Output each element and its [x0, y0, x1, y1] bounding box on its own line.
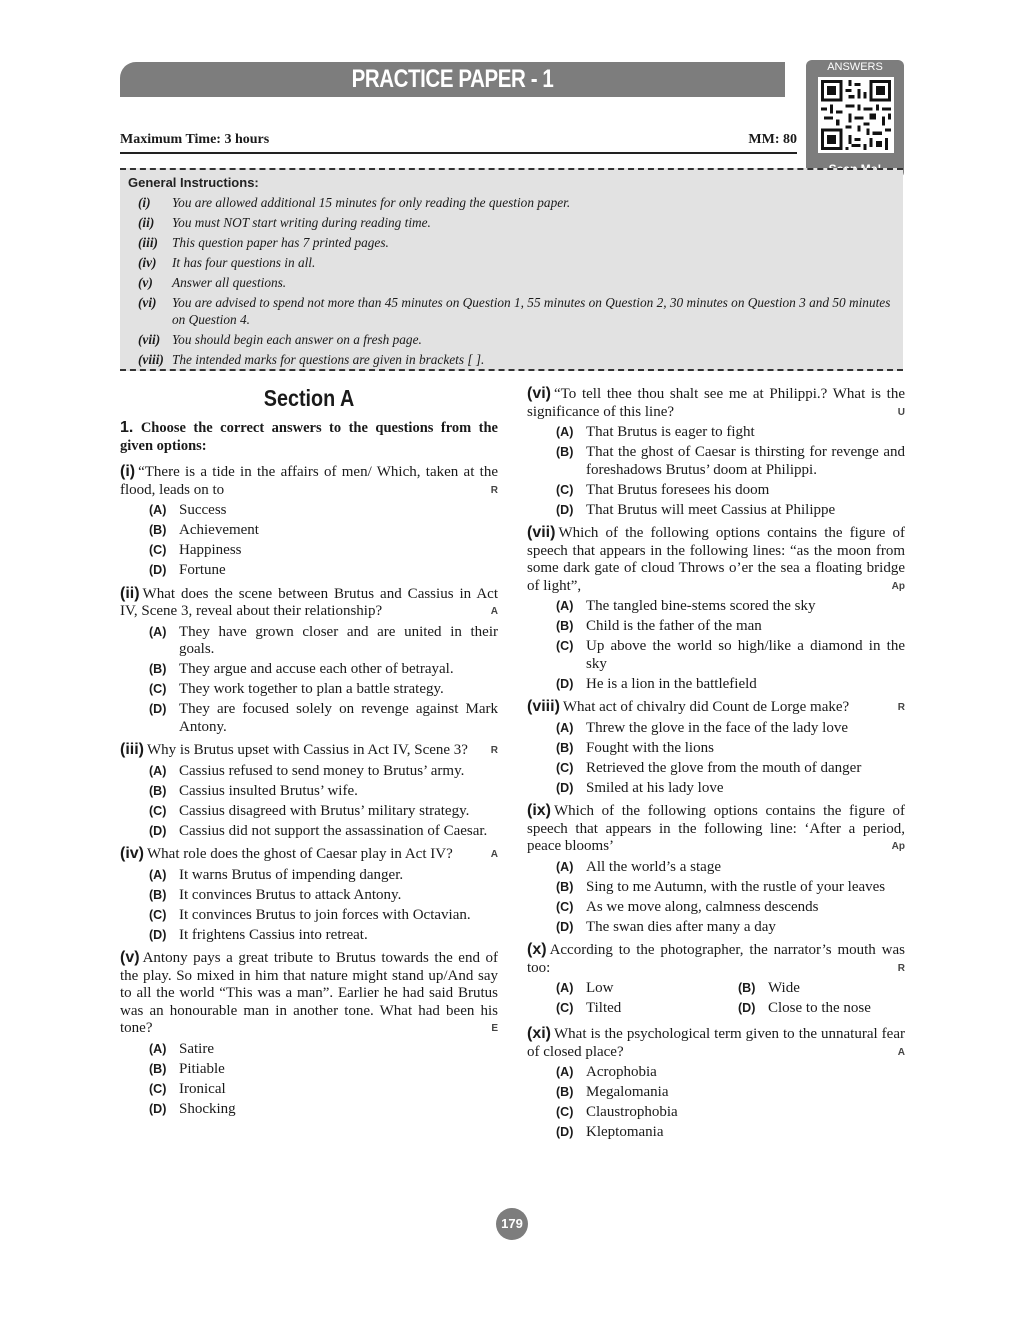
- option-letter: (A): [556, 981, 574, 995]
- cognitive-level-tag: R: [897, 962, 905, 974]
- question-block: [527, 802, 905, 936]
- paper-title: PRACTICE PAPER - 1: [351, 65, 554, 93]
- option-letter: (A): [556, 1065, 574, 1079]
- question-text-block: [120, 585, 498, 621]
- option-letter: (C): [556, 1001, 574, 1015]
- question-text: Which of the following options contains the figure of speech that appears in the following line: ‘After a period, peace blooms’: [527, 803, 905, 854]
- question-text-block: [527, 385, 905, 421]
- option-letter: (B): [556, 445, 574, 459]
- question-number: (xi): [527, 1025, 551, 1042]
- option-letter: (C): [556, 760, 574, 775]
- option-text: It convinces Brutus to join forces with Octavian.: [179, 906, 471, 923]
- question-block: [120, 949, 498, 1118]
- option-text: As we move along, calmness descends: [586, 898, 819, 915]
- option-text: That Brutus will meet Cassius at Philippe: [586, 501, 836, 518]
- question-number: (iii): [120, 741, 144, 758]
- general-instructions: [120, 168, 903, 371]
- question-text-block: [527, 1025, 905, 1061]
- cognitive-level-tag: E: [491, 1023, 498, 1034]
- answer-option[interactable]: [149, 1061, 498, 1079]
- option-letter: (D): [149, 563, 167, 577]
- answer-option[interactable]: [556, 980, 738, 998]
- option-text: Up above the world so high/like a diamond in the sky: [586, 638, 905, 672]
- answer-option[interactable]: [556, 1104, 905, 1122]
- option-letter: (D): [149, 823, 167, 838]
- option-letter: (C): [149, 682, 167, 696]
- question-number: (ix): [527, 802, 551, 819]
- instruction-item: [138, 351, 900, 368]
- option-letter: (A): [556, 859, 574, 874]
- option-text: All the world’s a stage: [586, 858, 721, 875]
- option-text: Retrieved the glove from the mouth of danger: [586, 759, 862, 776]
- option-letter: (D): [149, 927, 167, 942]
- option-letter: (C): [149, 907, 167, 922]
- answer-option[interactable]: [149, 907, 498, 925]
- cognitive-level-tag: A: [490, 849, 498, 860]
- answer-option[interactable]: [556, 618, 905, 636]
- answer-option[interactable]: [556, 760, 905, 778]
- option-text: Tilted: [586, 1000, 622, 1016]
- question-number: (vii): [527, 524, 556, 541]
- instruction-text: You should begin each answer on a fresh page.: [172, 332, 422, 347]
- option-text: Smiled at his lady love: [586, 779, 724, 796]
- option-text: They work together to plan a battle strategy.: [179, 681, 444, 697]
- question-text: Why is Brutus upset with Cassius in Act IV, Scene 3?: [147, 742, 468, 758]
- option-text: Close to the nose: [768, 1000, 871, 1016]
- instruction-number: (iii): [138, 235, 158, 250]
- options-list: [149, 624, 498, 737]
- answers-qr-box[interactable]: [806, 60, 904, 178]
- question-1-heading: [120, 419, 498, 455]
- option-letter: (A): [556, 425, 574, 439]
- question-text-block: [120, 845, 498, 864]
- options-list: [556, 980, 905, 1020]
- question-number: (i): [120, 463, 136, 480]
- option-letter: (D): [556, 919, 574, 934]
- answer-option[interactable]: [556, 780, 905, 798]
- option-letter: (D): [556, 502, 574, 517]
- question-text: According to the photographer, the narrator’s mouth was too:: [527, 942, 905, 976]
- instruction-number: (vi): [138, 295, 157, 310]
- options-list: [149, 1041, 498, 1119]
- option-letter: (B): [738, 981, 756, 995]
- cognitive-level-tag: Ap: [891, 580, 905, 592]
- answer-option[interactable]: [556, 1000, 738, 1018]
- option-letter: (D): [738, 1001, 756, 1015]
- options-list: [556, 1064, 905, 1142]
- question-text: Antony pays a great tribute to Brutus towards the end of the play. So mixed in him that nature might stand up/And say to all the world “This was a man”. Earlier he had said Brutus was an honourable man in another tone. What had been his tone?: [120, 950, 498, 1036]
- instruction-number: (viii): [138, 352, 164, 367]
- question-block: [527, 698, 905, 797]
- cognitive-level-tag: A: [897, 1046, 905, 1058]
- instruction-text: You are advised to spend not more than 45 minutes on Question 1, 55 minutes on Question 2, 30 minutes on Question 3 and 50 minutes on Question 4.: [172, 295, 891, 327]
- question-text: What is the psychological term given to the unnatural fear of closed place?: [527, 1026, 905, 1060]
- option-text: He is a lion in the battlefield: [586, 675, 757, 692]
- max-time: Maximum Time: 3 hours: [120, 132, 270, 147]
- instruction-item: [138, 214, 900, 231]
- option-letter: (C): [556, 1105, 574, 1119]
- option-text: They have grown closer and are united in their goals.: [179, 623, 498, 657]
- option-letter: (C): [149, 1081, 167, 1096]
- instruction-text: The intended marks for questions are given in brackets [ ].: [172, 352, 485, 367]
- option-letter: (C): [556, 639, 574, 653]
- paper-meta: [120, 132, 797, 154]
- section-title: Section A: [263, 385, 355, 411]
- cognitive-level-tag: R: [490, 484, 498, 496]
- instruction-number: (i): [138, 195, 151, 210]
- qr-top-label: ANSWERS: [827, 61, 883, 73]
- option-text: Fought with the lions: [586, 739, 714, 756]
- answer-option[interactable]: [149, 783, 498, 801]
- option-letter: (B): [149, 887, 167, 902]
- answer-option[interactable]: [556, 879, 905, 897]
- question-block: [120, 741, 498, 840]
- question-text: Which of the following options contains the figure of speech that appears in the following lines: “as the moon from some dark gate of cloud Throws o’er the sea a floating bridge of light”,: [527, 525, 905, 594]
- question-block: [120, 463, 498, 580]
- option-letter: (A): [149, 624, 167, 639]
- options-list: [149, 763, 498, 841]
- option-letter: (B): [149, 1061, 167, 1076]
- instructions-list: [138, 194, 900, 371]
- question-block: [527, 524, 905, 693]
- question-text: What act of chivalry did Count de Lorge make?: [562, 699, 850, 715]
- answer-option[interactable]: [556, 598, 905, 616]
- answer-option[interactable]: [556, 1084, 905, 1102]
- option-text: It convinces Brutus to attack Antony.: [179, 886, 402, 903]
- option-letter: (B): [149, 783, 167, 798]
- question-text: What role does the ghost of Caesar play in Act IV?: [147, 846, 453, 862]
- answer-option[interactable]: [149, 763, 498, 781]
- options-list: [149, 867, 498, 945]
- answer-option[interactable]: [556, 676, 905, 694]
- qr-code-icon: [818, 77, 894, 153]
- answer-option[interactable]: [556, 1064, 905, 1082]
- option-text: That the ghost of Caesar is thirsting for revenge and foreshadows Brutus’ doom at Philippi.: [586, 444, 905, 478]
- option-letter: (C): [556, 482, 574, 497]
- answer-option[interactable]: [149, 823, 498, 841]
- cognitive-level-tag: U: [897, 406, 905, 418]
- option-letter: (D): [556, 780, 574, 795]
- question-text-block: [120, 463, 498, 499]
- cognitive-level-tag: R: [490, 745, 498, 756]
- answer-option[interactable]: [738, 1000, 908, 1018]
- cognitive-level-tag: R: [897, 702, 905, 713]
- option-text: Kleptomania: [586, 1124, 664, 1140]
- option-letter: (B): [556, 879, 574, 894]
- answer-option[interactable]: [149, 887, 498, 905]
- instruction-item: [138, 254, 900, 271]
- option-letter: (B): [556, 740, 574, 755]
- option-text: They argue and accuse each other of betrayal.: [179, 661, 454, 677]
- option-text: Happiness: [179, 542, 242, 558]
- cognitive-level-tag: A: [490, 606, 498, 617]
- question-block: [527, 941, 905, 1020]
- title-banner: [120, 62, 785, 97]
- instruction-item: [138, 234, 900, 251]
- answer-option[interactable]: [149, 1081, 498, 1099]
- question-block: [120, 845, 498, 944]
- question-number: (iv): [120, 845, 144, 862]
- instruction-number: (ii): [138, 215, 155, 230]
- option-text: The swan dies after many a day: [586, 918, 776, 935]
- answer-option[interactable]: [556, 502, 905, 520]
- instruction-number: (v): [138, 275, 153, 290]
- question-text-block: [527, 802, 905, 856]
- option-letter: (A): [556, 599, 574, 613]
- question-text: “There is a tide in the affairs of men/ Which, taken at the flood, leads on to: [120, 464, 498, 498]
- option-letter: (D): [149, 1101, 167, 1116]
- option-text: Acrophobia: [586, 1064, 657, 1080]
- option-letter: (B): [149, 523, 167, 537]
- answer-option[interactable]: [556, 482, 905, 500]
- question-text: What does the scene between Brutus and Cassius in Act IV, Scene 3, reveal about their relationship?: [120, 585, 498, 619]
- question-text: “To tell thee thou shalt see me at Philippi.? What is the significance of this line?: [527, 386, 905, 420]
- answer-option[interactable]: [149, 681, 498, 699]
- instruction-number: (vii): [138, 332, 161, 347]
- option-letter: (A): [149, 1041, 167, 1056]
- page-number: 179: [496, 1208, 528, 1240]
- answer-option[interactable]: [556, 899, 905, 917]
- answer-option[interactable]: [149, 542, 498, 560]
- instruction-item: [138, 331, 900, 348]
- option-letter: (D): [556, 676, 574, 691]
- instructions-heading: General Instructions:: [128, 175, 259, 190]
- left-questions: [120, 463, 498, 1118]
- answer-option[interactable]: [556, 919, 905, 937]
- option-letter: (B): [556, 1085, 574, 1099]
- answer-option[interactable]: [149, 803, 498, 821]
- instruction-item: [138, 274, 900, 291]
- answer-option[interactable]: [738, 980, 908, 998]
- option-text: Pitiable: [179, 1060, 225, 1077]
- option-text: They are focused solely on revenge against Mark Antony.: [179, 701, 498, 735]
- options-list: [556, 859, 905, 937]
- instruction-item: [138, 294, 900, 328]
- question-text-block: [527, 524, 905, 595]
- option-letter: (D): [556, 1125, 574, 1139]
- option-text: Satire: [179, 1040, 214, 1057]
- max-marks: MM: 80: [748, 132, 797, 147]
- answer-option[interactable]: [149, 661, 498, 679]
- question-number: (v): [120, 949, 140, 966]
- question-text-block: [120, 949, 498, 1038]
- answer-option[interactable]: [149, 562, 498, 580]
- cognitive-level-tag: Ap: [891, 841, 905, 852]
- instruction-text: You must NOT start writing during reading time.: [172, 215, 431, 230]
- option-letter: (A): [149, 503, 167, 517]
- answer-option[interactable]: [149, 1101, 498, 1119]
- instruction-item: [138, 194, 900, 211]
- option-text: Cassius insulted Brutus’ wife.: [179, 782, 358, 799]
- option-text: It frightens Cassius into retreat.: [179, 926, 368, 943]
- option-letter: (A): [149, 763, 167, 778]
- answer-option[interactable]: [149, 867, 498, 885]
- option-text: The tangled bine-stems scored the sky: [586, 598, 816, 614]
- option-text: Child is the father of the man: [586, 618, 762, 634]
- option-letter: (A): [149, 867, 167, 882]
- question-1-text: Choose the correct answers to the questions from the given options:: [120, 420, 498, 454]
- answer-option[interactable]: [556, 859, 905, 877]
- answer-option[interactable]: [556, 1124, 905, 1142]
- question-text-block: [527, 698, 905, 717]
- option-letter: (B): [556, 619, 574, 633]
- option-text: Achievement: [179, 522, 259, 538]
- option-letter: (C): [556, 899, 574, 914]
- option-text: Cassius did not support the assassination of Caesar.: [179, 822, 488, 839]
- answer-option[interactable]: [556, 740, 905, 758]
- question-block: [120, 585, 498, 737]
- option-letter: (D): [149, 702, 167, 716]
- options-list: [556, 720, 905, 798]
- option-text: Cassius refused to send money to Brutus’ army.: [179, 762, 465, 779]
- instruction-text: You are allowed additional 15 minutes for only reading the question paper.: [172, 195, 571, 210]
- question-1-number: 1.: [120, 419, 134, 436]
- answer-option[interactable]: [149, 701, 498, 736]
- option-letter: (C): [149, 803, 167, 818]
- option-text: Threw the glove in the face of the lady love: [586, 719, 848, 736]
- right-questions: [527, 385, 905, 1142]
- option-text: Sing to me Autumn, with the rustle of your leaves: [586, 878, 886, 895]
- answer-option[interactable]: [556, 444, 905, 479]
- instruction-text: It has four questions in all.: [172, 255, 316, 270]
- answer-option[interactable]: [149, 1041, 498, 1059]
- option-text: That Brutus is eager to fight: [586, 424, 755, 440]
- answer-option[interactable]: [556, 720, 905, 738]
- option-text: Cassius disagreed with Brutus’ military strategy.: [179, 802, 470, 819]
- instruction-text: Answer all questions.: [172, 275, 287, 290]
- answer-option[interactable]: [149, 624, 498, 659]
- question-number: (viii): [527, 698, 560, 715]
- option-text: Wide: [768, 980, 800, 996]
- question-number: (ii): [120, 584, 140, 602]
- options-list: [556, 424, 905, 519]
- option-text: Low: [586, 980, 614, 996]
- options-list: [556, 598, 905, 693]
- option-letter: (A): [556, 720, 574, 735]
- answer-option[interactable]: [556, 638, 905, 673]
- question-text-block: [527, 941, 905, 977]
- column-right: [527, 385, 905, 1147]
- answer-option[interactable]: [149, 502, 498, 520]
- column-left: [120, 385, 498, 1123]
- option-text: Claustrophobia: [586, 1104, 678, 1120]
- question-number: (vi): [527, 385, 551, 402]
- option-letter: (C): [149, 543, 167, 557]
- question-block: [527, 1025, 905, 1142]
- option-text: Fortune: [179, 562, 226, 578]
- option-text: Ironical: [179, 1080, 226, 1097]
- answer-option[interactable]: [149, 927, 498, 945]
- answer-option[interactable]: [556, 424, 905, 442]
- instruction-number: (iv): [138, 255, 157, 270]
- question-text-block: [120, 741, 498, 760]
- option-text: Success: [179, 502, 227, 518]
- option-text: It warns Brutus of impending danger.: [179, 866, 404, 883]
- options-list: [149, 502, 498, 580]
- option-text: That Brutus foresees his doom: [586, 481, 770, 498]
- option-text: Shocking: [179, 1100, 236, 1117]
- answer-option[interactable]: [149, 522, 498, 540]
- question-number: (x): [527, 941, 547, 958]
- option-text: Megalomania: [586, 1084, 669, 1100]
- option-letter: (B): [149, 662, 167, 676]
- instruction-text: This question paper has 7 printed pages.: [172, 235, 389, 250]
- question-block: [527, 385, 905, 519]
